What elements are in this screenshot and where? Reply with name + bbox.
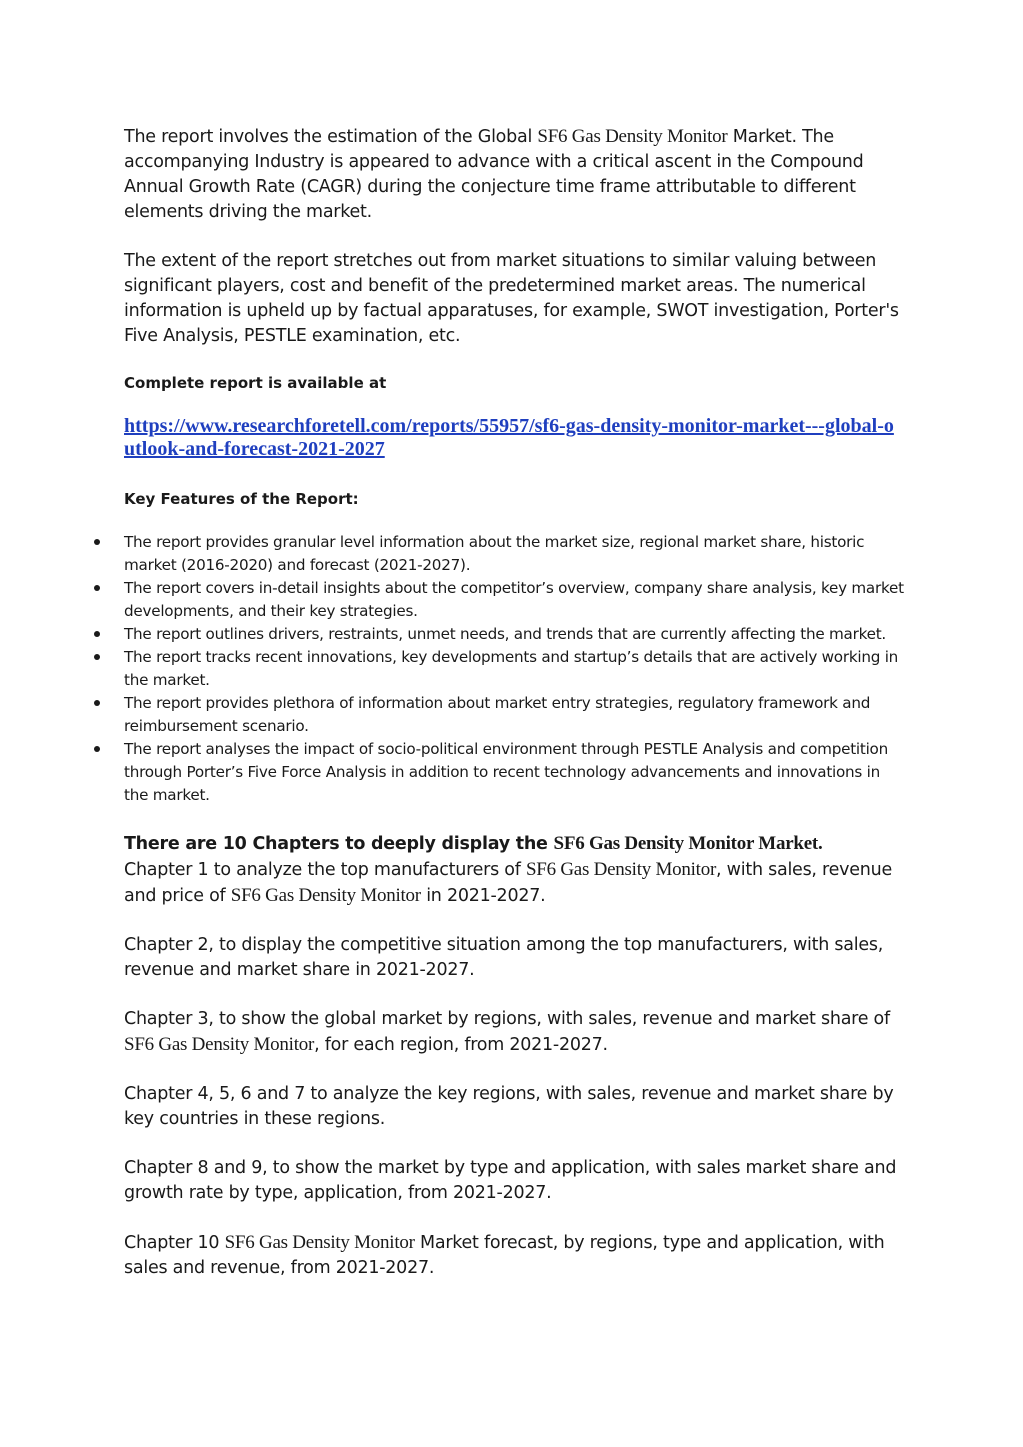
chapters-heading xyxy=(124,831,904,857)
list-item xyxy=(124,646,904,692)
document-page xyxy=(124,124,904,1305)
key-features-list xyxy=(124,531,904,807)
chapter-1 xyxy=(124,857,904,909)
product-name: SF6 Gas Density Monitor xyxy=(230,885,421,906)
chapter-text: Market forecast, by regions, type and application, with sales and revenue, from 2021-2027. xyxy=(124,1233,885,1278)
product-name: SF6 Gas Density Monitor Market. xyxy=(553,833,823,854)
intro-paragraph-1 xyxy=(124,124,904,225)
chapter-2: Chapter 2, to display the competitive situation among the top manufacturers, with sales, revenue and market share in 2021-2027. xyxy=(124,935,884,980)
report-link[interactable]: https://www.researchforetell.com/reports/55957/sf6-gas-density-monitor-market---global-outlook-and-forecast-2021-2027 xyxy=(124,415,894,460)
chapter-text: Chapter 10 xyxy=(124,1233,225,1253)
chapter-text: Chapter 1 to analyze the top manufacturers of xyxy=(124,860,526,880)
list-item-text: The report analyses the impact of socio-political environment through PESTLE Analysis and competition through Porter’s Five Force Analysis in addition to recent technology advancements and innovations in the market. xyxy=(124,740,888,804)
chapter-3 xyxy=(124,1007,904,1058)
list-item-text: The report covers in-detail insights about the competitor’s overview, company share analysis, key market developments, and their key strategies. xyxy=(124,579,904,620)
intro-text-end: Market. The accompanying Industry is appeared to advance with a critical ascent in the Compound Annual Growth Rate (CAGR) during the conjecture time frame attributable to different elements driving the market. xyxy=(124,127,864,222)
intro-text-start: The report involves the estimation of the Global xyxy=(124,127,538,147)
chapters-heading-text: There are 10 Chapters to deeply display the xyxy=(124,834,554,854)
chapter-4-7: Chapter 4, 5, 6 and 7 to analyze the key regions, with sales, revenue and market share by key countries in these regions. xyxy=(124,1084,894,1129)
bullet-icon xyxy=(94,585,100,591)
chapter-text: Chapter 3, to show the global market by regions, with sales, revenue and market share of xyxy=(124,1009,890,1029)
list-item xyxy=(124,531,904,577)
chapter-text: in 2021-2027. xyxy=(420,886,546,906)
key-features-heading: Key Features of the Report: xyxy=(124,490,359,508)
list-item xyxy=(124,692,904,738)
list-item xyxy=(124,577,904,623)
list-item-text: The report provides granular level information about the market size, regional market share, historic market (2016-2020) and forecast (2021-2027). xyxy=(124,533,865,574)
product-name: SF6 Gas Density Monitor xyxy=(525,859,717,880)
product-name: SF6 Gas Density Monitor xyxy=(124,1034,315,1055)
bullet-icon xyxy=(94,539,100,545)
chapter-10 xyxy=(124,1230,904,1281)
bullet-icon xyxy=(94,631,100,637)
complete-report-label: Complete report is available at xyxy=(124,374,387,392)
chapter-text: , for each region, from 2021-2027. xyxy=(314,1035,608,1055)
list-item-text: The report provides plethora of information about market entry strategies, regulatory framework and reimbursement scenario. xyxy=(124,694,871,735)
bullet-icon xyxy=(94,654,100,660)
bullet-icon xyxy=(94,700,100,706)
list-item xyxy=(124,623,904,646)
list-item-text: The report outlines drivers, restraints, unmet needs, and trends that are currently affecting the market. xyxy=(124,625,886,643)
chapter-text: , with sales, revenue and price of xyxy=(124,860,892,906)
bullet-icon xyxy=(94,746,100,752)
product-name: SF6 Gas Density Monitor xyxy=(224,1232,415,1253)
list-item-text: The report tracks recent innovations, key developments and startup’s details that are actively working in the market. xyxy=(124,648,899,689)
chapter-8-9: Chapter 8 and 9, to show the market by type and application, with sales market share and growth rate by type, application, from 2021-2027. xyxy=(124,1158,897,1203)
intro-paragraph-2: The extent of the report stretches out from market situations to similar valuing between significant players, cost and benefit of the predetermined market areas. The numerical information is upheld up by factual apparatuses, for example, SWOT investigation, Porter's Five Analysis, PESTLE examination, etc. xyxy=(124,251,899,346)
product-name: SF6 Gas Density Monitor xyxy=(537,126,728,147)
list-item xyxy=(124,738,904,807)
